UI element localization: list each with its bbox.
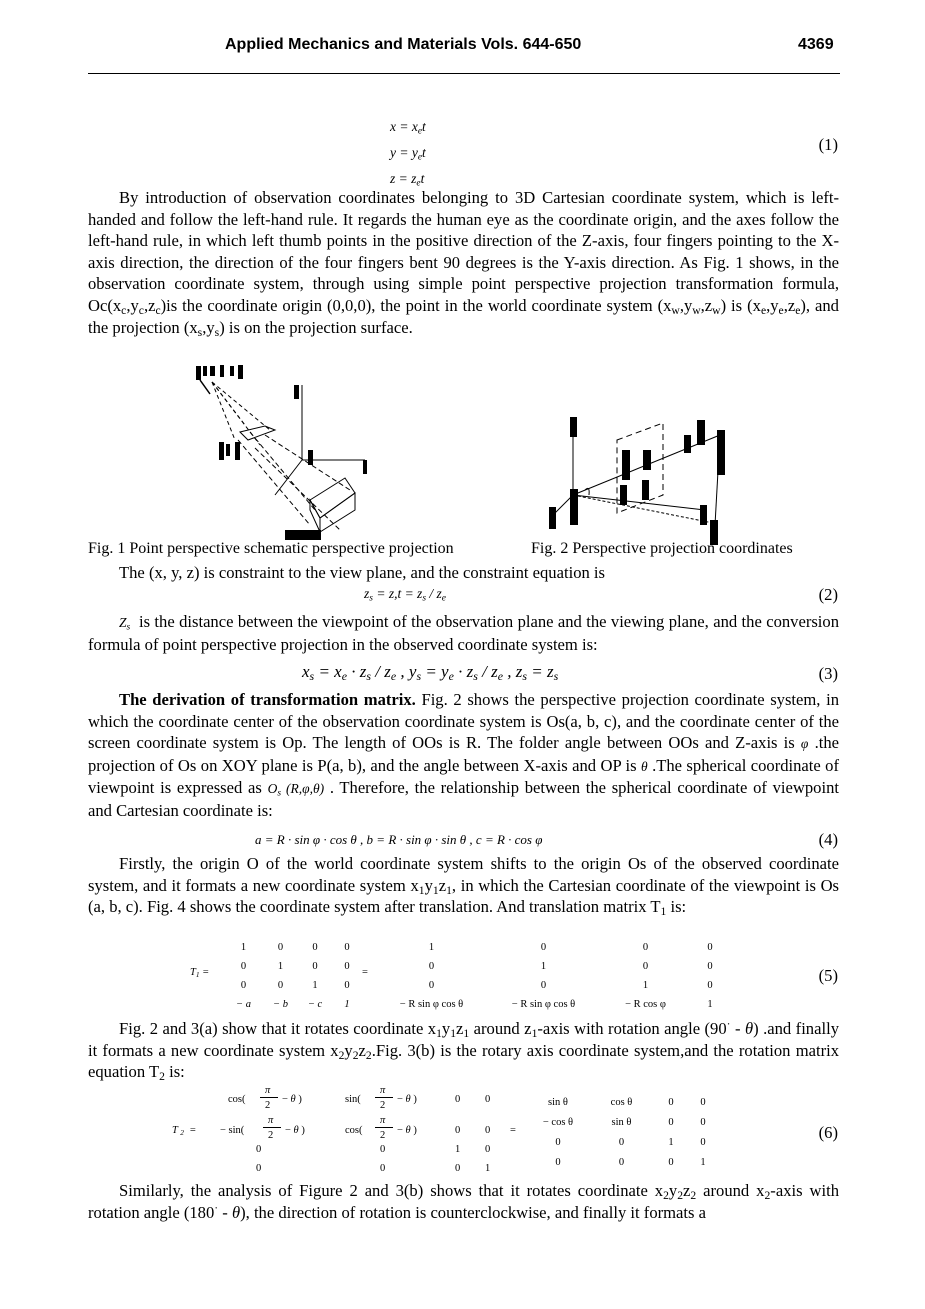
- t1-label: $T_1$ =: [190, 967, 210, 979]
- page-number: 4369: [798, 36, 834, 53]
- matrix-t2-numeric: sin θ cos θ 0 0 − cos θ sin θ 0 0 0 0 1 0 0 0 0 1: [542, 1096, 706, 1168]
- equation-2-number: (2): [818, 585, 838, 604]
- t2-label: T $_2$ =: [172, 1125, 197, 1137]
- figure-1-diagram: [190, 360, 390, 545]
- equation-2: $z_s = z,t = z_s / z_e$: [364, 586, 446, 604]
- equation-6-number: (6): [818, 1123, 838, 1142]
- equation-3: $x_s = x_e \cdot z_s / z_e$ , $y_s = y_e \cdot z_s / z_e$ , $z_s = z_s$: [302, 662, 559, 683]
- paragraph-zs-distance: $Z_s$ is the distance between the viewpoint of the observation plane and the viewing plane, and the conversion formula of point perspective projection in the observed coordinate system is:: [88, 612, 840, 654]
- paragraph-observation-coordinates: By introduction of observation coordinates belonging to 3D Cartesian coordinate system, which is left-handed and follow the left-hand rule. It regards the human eye as the coordinate origin, and the axes follow the left-hand rule, in which left thumb points in the positive direction of the Z-axis, four fingers pointing to the X-axis direction, the direction of the four fingers bent 90 degrees is the Y-axis direction. As Fig. 1 shows, in the observation coordinate system, through using simple point perspective projection transformation formula, $Oc(x_c,y_c,z_c)is$ the coordinate origin (0,0,0), the point in the world coordinate system $(x_w,y_w,z_w)$ is $(x_e,y_e,z_e)$, and the projection $(x_s,y_s)$ is on the projection surface.: [88, 188, 839, 339]
- figure-2-caption: Fig. 2 Perspective projection coordinates: [531, 540, 793, 557]
- equals-sign-5: =: [362, 967, 368, 978]
- equation-4-number: (4): [818, 830, 838, 849]
- figure-1-caption: Fig. 1 Point perspective schematic perspective projection: [88, 540, 454, 557]
- figure-2-diagram: [545, 395, 745, 555]
- paragraph-translation: Firstly, the origin O of the world coordinate system shifts to the origin Os of the observed coordinate system, and it formats a new coordinate system $x_1y_1z_1$, in which the Cartesian coordinate of the viewpoint is Os (a, b, c). Fig. 4 shows the coordinate system after translation. And translation matrix $T_1$ is:: [88, 854, 840, 919]
- paragraph-derivation: The derivation of transformation matrix. Fig. 2 shows the perspective projection coordinate system, in which the coordinate center of the observation coordinate system is Os(a, b, c), and the coordinate center of the screen coordinate system is Op. The length of OOs is R. The folder angle between OOs and Z-axis is φ .the projection of Os on XOY plane is P(a, b), and the angle between X-axis and OP is θ .The spherical coordinate of viewpoint is expressed as $O_s$ (R,φ,θ) . Therefore, the relationship between the spherical coordinate of viewpoint and Cartesian coordinate is:: [88, 690, 840, 820]
- equation-5-number: (5): [818, 966, 838, 985]
- matrix-t1-symbolic: 1 0 0 0 0 1 0 0 0 0 1 0 − a − b − c 1: [236, 942, 350, 1010]
- paragraph-constraint: The (x, y, z) is constraint to the view plane, and the constraint equation is: [119, 563, 605, 582]
- paragraph-rotation-z: Fig. 2 and 3(a) show that it rotates coordinate $x_1y_1z_1$ around $z_1$-axis with rotation angle (90· - θ) .and finally it formats a new coordinate system $x_2y_2z_2.Fig$. 3(b) is the rotary axis coordinate system,and the rotation matrix equation $T_2$ is:: [88, 1017, 840, 1084]
- equation-4: a = R · sin φ · cos θ , b = R · sin φ · sin θ , c = R · cos φ: [255, 832, 543, 847]
- matrix-t2-symbolic: cos( π 2 − θ ) sin( π 2 − θ ) 0 0 − sin( π 2 − θ ) cos( π 2 − θ ) 0 0 0 0 1 0 0 0 0 1: [220, 1085, 491, 1174]
- header-rule: [88, 73, 840, 74]
- equation-1-number: (1): [818, 135, 838, 154]
- paragraph-rotation-x: Similarly, the analysis of Figure 2 and 3(b) shows that it rotates coordinate $x_2y_2z_2$ around $x_2$-axis with rotation angle (180· - θ), the direction of rotation is counterclockwise, and finally it formats a: [88, 1181, 840, 1222]
- equation-3-number: (3): [818, 664, 838, 683]
- equals-sign-6: =: [510, 1125, 516, 1136]
- journal-title: Applied Mechanics and Materials Vols. 644-650: [225, 36, 582, 53]
- matrix-t1-numeric: 1 0 0 0 0 1 0 0 0 0 1 0 − R sin φ cos θ − R sin φ cos θ − R cos φ 1: [399, 942, 713, 1010]
- equation-1: $x = x_et$ $y = y_et$ $z = z_et$: [390, 119, 426, 189]
